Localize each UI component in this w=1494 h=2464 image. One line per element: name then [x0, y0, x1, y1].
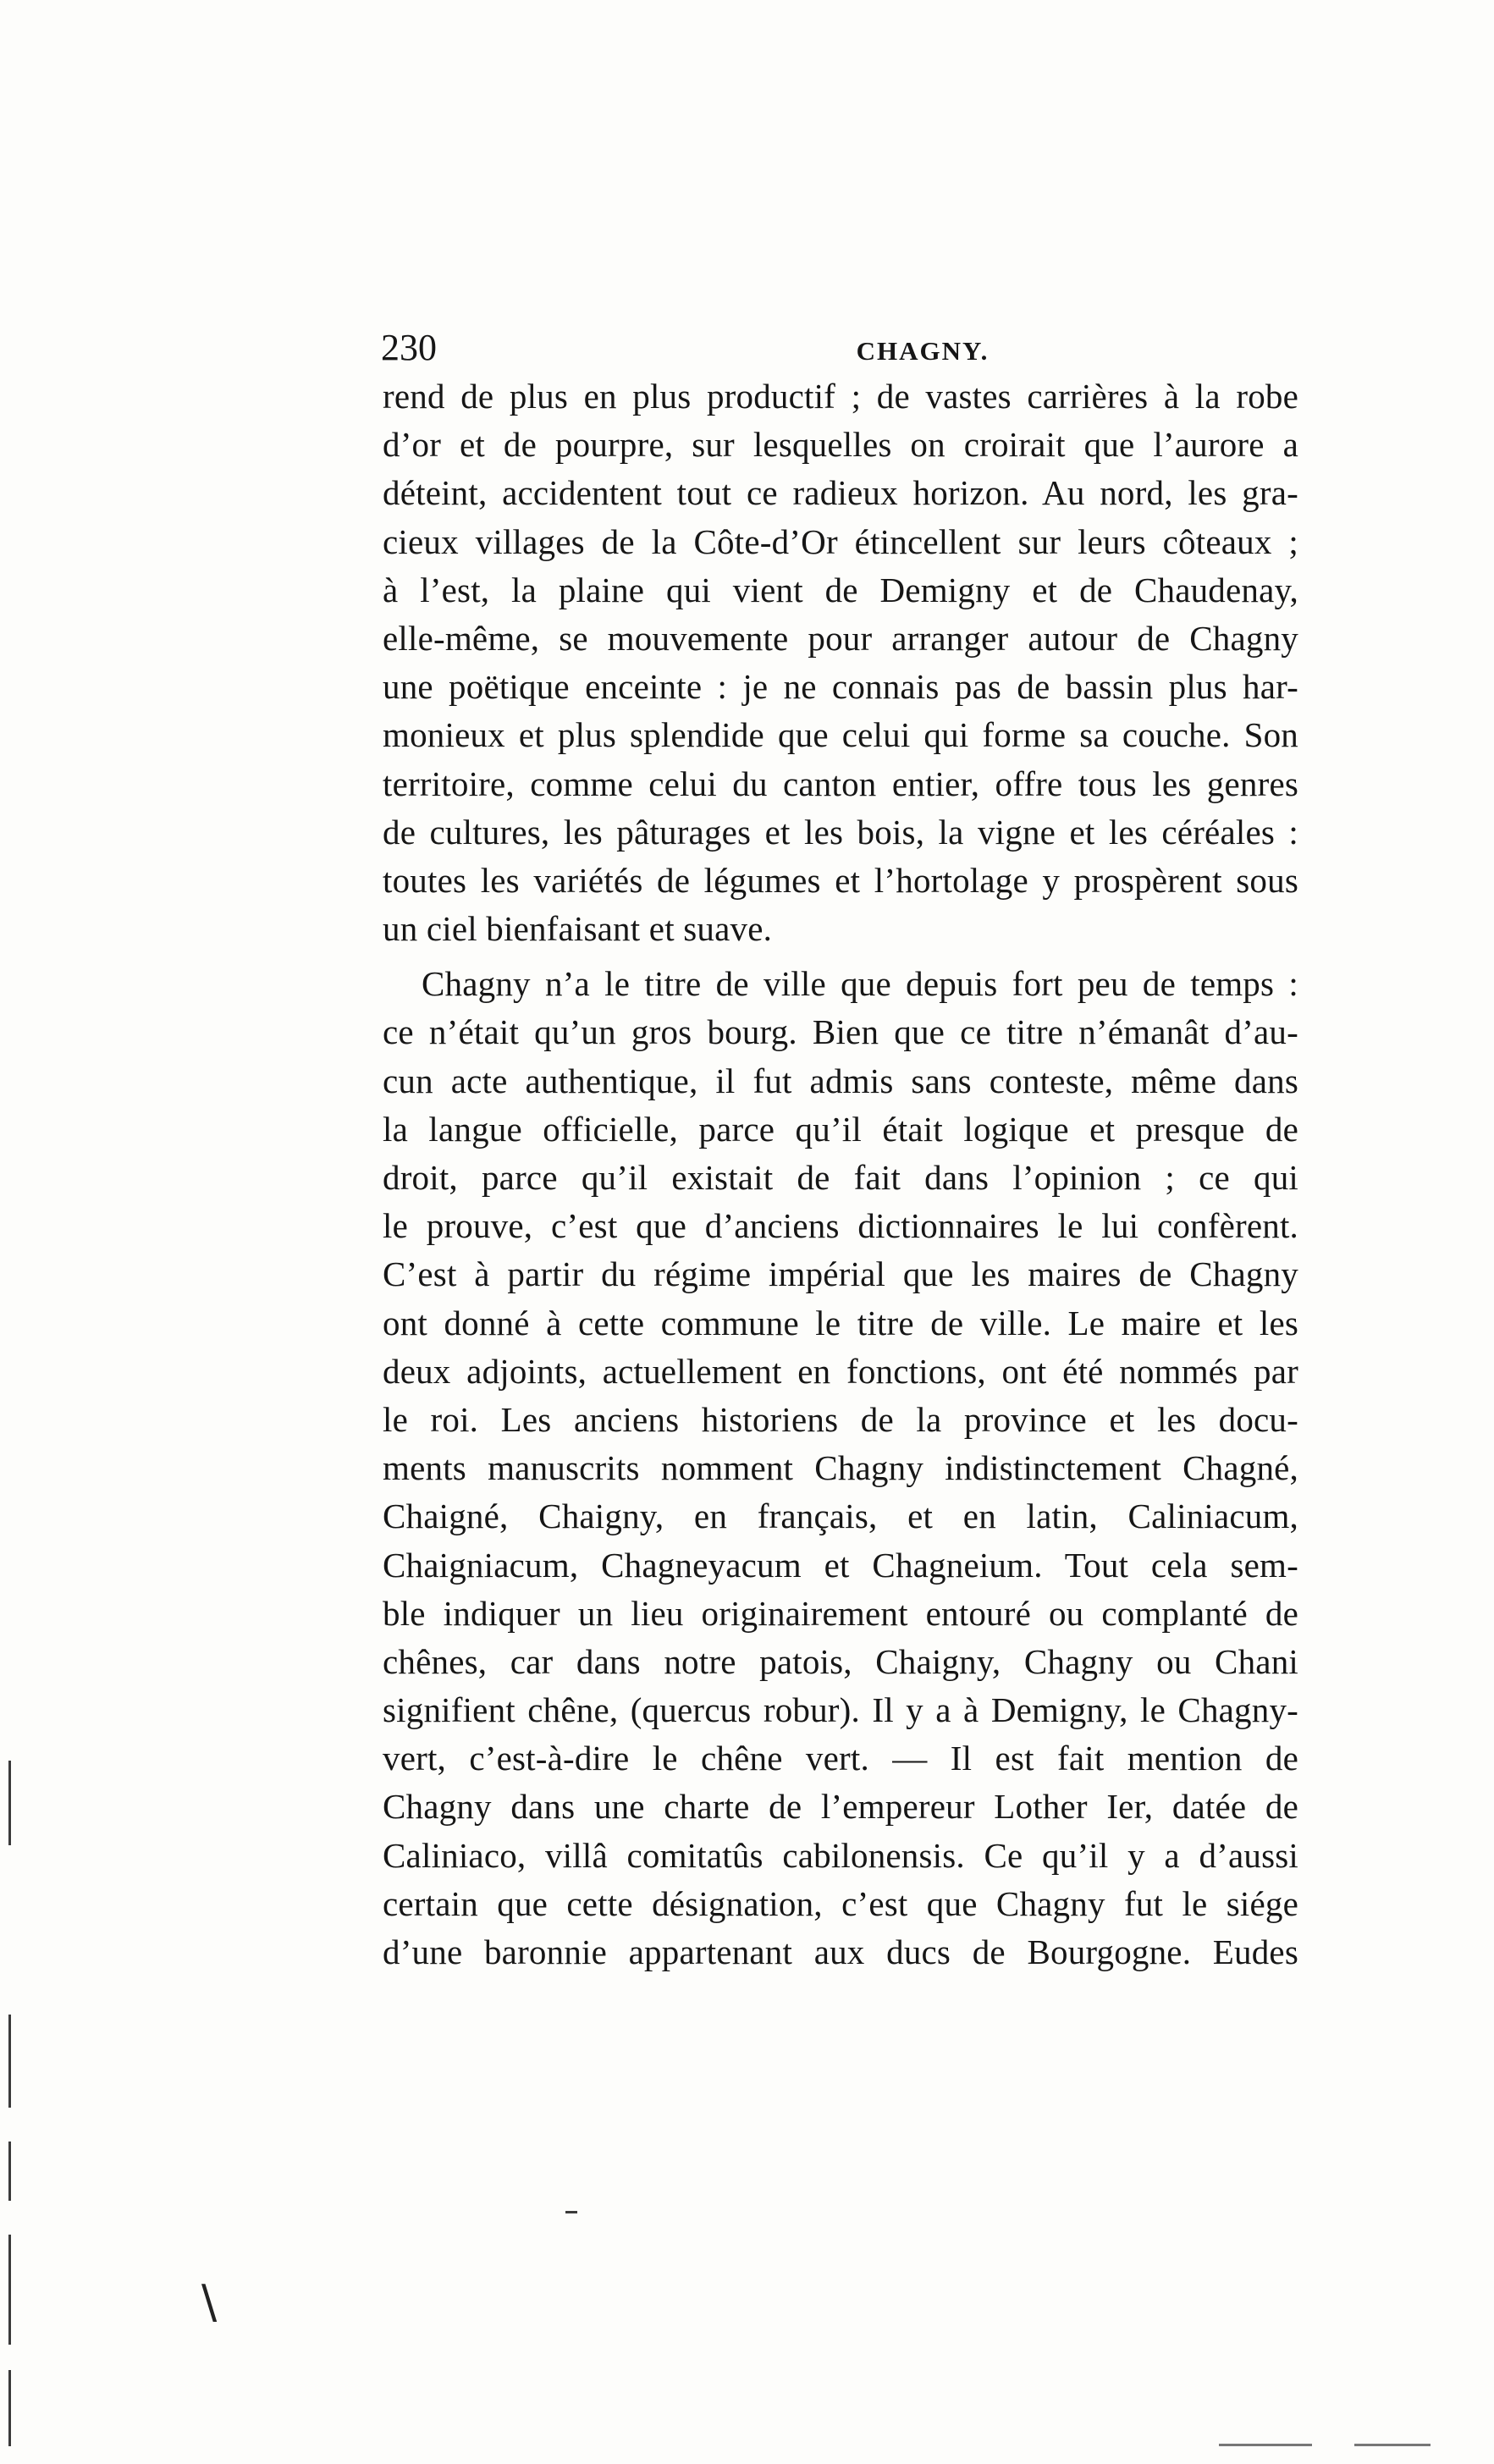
text-line: d’or et de pourpre, sur lesquelles on croirait que l’aurore a — [383, 425, 1298, 465]
paragraph-2 — [383, 960, 1298, 1976]
text-line: le roi. Les anciens historiens de la province et les docu- — [383, 1399, 1298, 1439]
text-line: ce n’était qu’un gros bourg. Bien que ce titre n’émanât d’au- — [383, 1012, 1298, 1052]
scan-margin-line — [8, 2142, 11, 2201]
text-line: cieux villages de la Côte-d’Or étincellent sur leurs côteaux ; — [383, 521, 1298, 561]
text-line: la langue officielle, parce qu’il était logique et presque de — [383, 1109, 1298, 1149]
running-title: CHAGNY. — [856, 336, 990, 366]
text-line: deux adjoints, actuellement en fonctions, ont été nommés par — [383, 1351, 1298, 1391]
scan-margin-line — [8, 2370, 11, 2446]
text-line: rend de plus en plus productif ; de vastes carrières à la robe — [383, 377, 1298, 416]
text-line: le prouve, c’est que d’anciens dictionnaires le lui confèrent. — [383, 1206, 1298, 1246]
text-line: ments manuscrits nomment Chagny indistinctement Chagné, — [383, 1448, 1298, 1488]
text-line: une poëtique enceinte : je ne connais pas de bassin plus har- — [383, 667, 1298, 707]
text-line: un ciel bienfaisant et suave. — [383, 909, 773, 949]
scan-edge-line — [1219, 2444, 1312, 2446]
scan-stray-mark: \ — [201, 2275, 218, 2329]
paragraph-gap — [383, 953, 1298, 960]
text-line: C’est à partir du régime impérial que les maires de Chagny — [383, 1254, 1298, 1294]
text-line: Caliniaco, villâ comitatûs cabilonensis. Ce qu’il y a d’aussi — [383, 1835, 1298, 1875]
text-line: à l’est, la plaine qui vient de Demigny et de Chaudenay, — [383, 570, 1298, 609]
text-line: toutes les variétés de légumes et l’hortolage y prospèrent sous — [383, 860, 1298, 900]
text-line: de cultures, les pâturages et les bois, la vigne et les céréales : — [383, 812, 1298, 852]
text-line: certain que cette désignation, c’est que Chagny fut le siége — [383, 1883, 1298, 1923]
text-line: droit, parce qu’il existait de fait dans l’opinion ; ce qui — [383, 1158, 1298, 1197]
text-line: ble indiquer un lieu originairement entouré ou complanté de — [383, 1593, 1298, 1633]
scan-margin-line — [8, 2015, 11, 2108]
scan-speck — [565, 2211, 577, 2213]
scan-margin-line — [8, 2235, 11, 2345]
text-line: chênes, car dans notre patois, Chaigny, Chagny ou Chani — [383, 1641, 1298, 1681]
page-number: 230 — [381, 327, 437, 368]
text-line: elle-même, se mouvemente pour arranger autour de Chagny — [383, 618, 1298, 658]
scan-edge-line — [1354, 2444, 1431, 2446]
text-line: monieux et plus splendide que celui qui forme sa couche. Son — [383, 715, 1298, 755]
text-line: Chagny dans une charte de l’empereur Lother Ier, datée de — [383, 1787, 1298, 1827]
text-line: déteint, accidentent tout ce radieux horizon. Au nord, les gra- — [383, 473, 1298, 513]
text-line: Chaigné, Chaigny, en français, et en latin, Caliniacum, — [383, 1497, 1298, 1536]
text-line: ont donné à cette commune le titre de ville. Le maire et les — [383, 1303, 1298, 1342]
text-line: signifient chêne, (quercus robur). Il y a à Demigny, le Chagny- — [383, 1690, 1298, 1730]
text-line: territoire, comme celui du canton entier, offre tous les genres — [383, 763, 1298, 803]
body-text — [383, 372, 1298, 1976]
paragraph-1 — [383, 372, 1298, 953]
text-line: cun acte authentique, il fut admis sans conteste, même dans — [383, 1061, 1298, 1100]
scan-margin-line — [8, 1761, 11, 1845]
text-line: Chaigniacum, Chagneyacum et Chagneium. Tout cela sem- — [383, 1545, 1298, 1585]
text-line: Chagny n’a le titre de ville que depuis fort peu de temps : — [422, 964, 1298, 1004]
running-head — [381, 324, 1304, 372]
text-line: d’une baronnie appartenant aux ducs de Bourgogne. Eudes — [383, 1932, 1298, 1971]
text-line: vert, c’est-à-dire le chêne vert. — Il est fait mention de — [383, 1739, 1298, 1778]
